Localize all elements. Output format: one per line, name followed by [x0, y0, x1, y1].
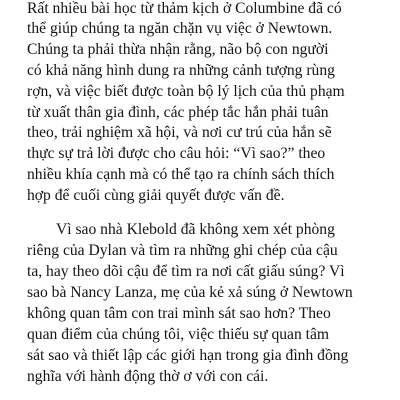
paragraph-2-line-5: không quan tâm con trai mình sát sao hơn? Theo [27, 305, 331, 322]
paragraph-2-line-8: nghĩa với hành động thờ ơ với con cái. [27, 368, 269, 385]
paragraph-2-line-7: sát sao và thiết lập các giới hạn trong gia đình đồng [27, 347, 349, 364]
paragraph-2-line-3: ta, hay theo dõi cậu để tìm ra nơi cất giấu súng? Vì [27, 263, 345, 280]
paragraph-1-line-7: theo, trải nghiệm xã hội, và nơi cư trú của hắn sẽ [27, 124, 332, 141]
paragraph-1-line-5: rợn, và việc biết được toàn bộ lý lịch của thủ phạm [27, 83, 345, 100]
paragraph-2-line-4: sao bà Nancy Lanza, mẹ của kẻ xả súng ở Newtown [27, 284, 353, 301]
paragraph-1-line-10: hợp để cuối cùng giải quyết được vấn đề. [27, 187, 285, 204]
paragraph-2-line-2: riêng của Dylan và tìm ra những ghi chép của cậu [27, 242, 338, 259]
paragraph-1-line-6: từ xuất thân gia đình, các phép tắc hắn phải tuân [27, 104, 329, 121]
paragraph-1-line-4: có khả năng hình dung ra những cảnh tượng rùng [27, 62, 335, 79]
paragraph-2-line-1: Vì sao nhà Klebold đã không xem xét phòng [56, 221, 335, 238]
paragraph-1-line-2: thể giúp chúng ta ngăn chặn vụ việc ở Newtown. [27, 20, 333, 37]
paragraph-1-line-8: thực sự trả lời được cho câu hỏi: “Vì sao?” theo [27, 145, 326, 162]
paragraph-1-line-9: nhiều khía cạnh mà có thể tạo ra chính sách thích [27, 166, 335, 183]
paragraph-1-line-1: Rất nhiều bài học từ thảm kịch ở Columbine đã có [27, 0, 342, 17]
paragraph-2-line-6: quan điểm của chúng tôi, việc thiếu sự quan tâm [27, 326, 330, 343]
paragraph-1-line-3: Chúng ta phải thừa nhận rằng, não bộ con người [27, 41, 329, 58]
